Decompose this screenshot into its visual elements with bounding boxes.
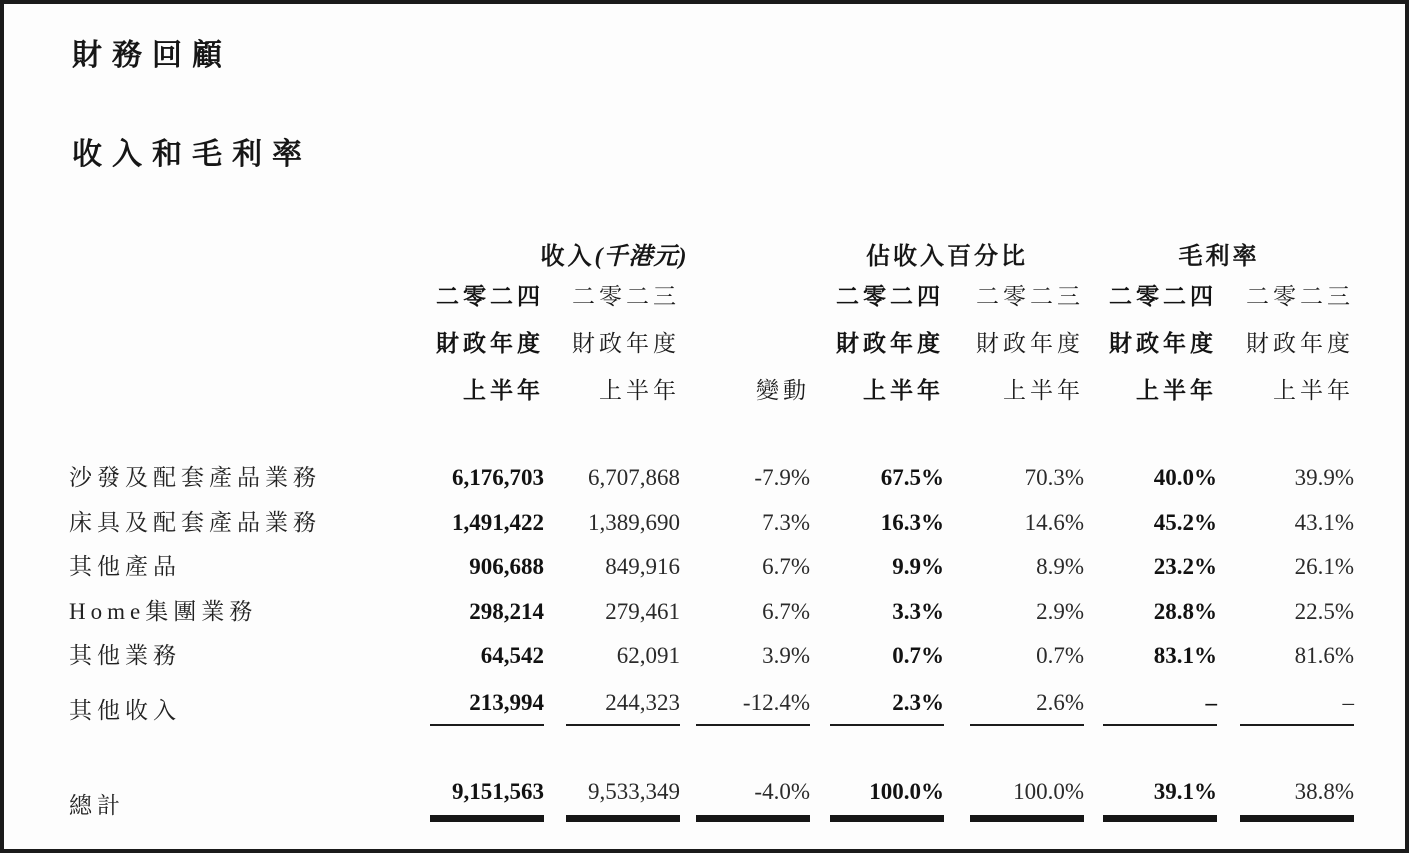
cell-share-2024: 67.5% bbox=[880, 465, 944, 490]
cell-share-2023: 70.3% bbox=[1024, 465, 1084, 490]
cell-share-2023: 8.9% bbox=[1036, 554, 1084, 579]
row-label: 其他業務 bbox=[69, 643, 181, 668]
cell-share-2023: 2.9% bbox=[1036, 598, 1084, 624]
cell-revenue-2023: 279,461 bbox=[605, 598, 680, 624]
total-change: -4.0% bbox=[680, 776, 810, 822]
cell-share-2024: 0.7% bbox=[892, 643, 944, 668]
cell-revenue-2023: 6,707,868 bbox=[588, 465, 680, 490]
table-row-other-products bbox=[69, 545, 1405, 590]
cell-revenue-2023: 244,323 bbox=[544, 688, 680, 726]
double-rule bbox=[1240, 815, 1354, 822]
cell-share-2024: 16.3% bbox=[880, 509, 944, 535]
header-fy2024-share: 二零二四 財政年度 上半年 bbox=[836, 284, 944, 403]
cell-margin-2023: 26.1% bbox=[1294, 554, 1354, 579]
double-rule bbox=[970, 815, 1084, 822]
cell-margin-2023: 39.9% bbox=[1294, 465, 1354, 490]
column-group-revenue bbox=[486, 236, 742, 271]
double-rule bbox=[430, 815, 544, 822]
cell-margin-2023: – bbox=[1217, 688, 1354, 726]
table-row-total bbox=[69, 776, 1405, 822]
cell-revenue-2023: 62,091 bbox=[616, 643, 680, 668]
table-row-other-income bbox=[69, 679, 1405, 726]
revenue-margin-table bbox=[69, 225, 1405, 822]
cell-margin-2023: 43.1% bbox=[1294, 509, 1354, 535]
table-row-home-group bbox=[69, 590, 1405, 635]
cell-change: -12.4% bbox=[680, 688, 810, 726]
page-title: 財務回顧 bbox=[72, 39, 232, 72]
double-rule bbox=[696, 815, 810, 822]
cell-change: 3.9% bbox=[762, 643, 810, 668]
row-label: Home集團業務 bbox=[69, 598, 258, 624]
table-row-other-business bbox=[69, 634, 1405, 679]
header-change: 變動 bbox=[756, 378, 810, 403]
header-fy2023-share: 二零二三 財政年度 上半年 bbox=[976, 284, 1084, 403]
cell-revenue-2024: 6,176,703 bbox=[452, 465, 544, 490]
cell-change: -7.9% bbox=[754, 465, 810, 490]
cell-change: 6.7% bbox=[762, 598, 810, 624]
cell-revenue-2023: 849,916 bbox=[605, 554, 680, 579]
column-group-gross-margin: 毛利率 bbox=[1178, 244, 1260, 270]
cell-change: 7.3% bbox=[762, 509, 810, 535]
total-label: 總計 bbox=[69, 792, 125, 818]
column-group-share-of-revenue: 佔收入百分比 bbox=[866, 244, 1028, 270]
total-revenue-2024: 9,151,563 bbox=[424, 776, 544, 822]
cell-share-2024: 2.3% bbox=[810, 688, 944, 726]
revenue-group-label: 收入 bbox=[540, 244, 595, 270]
header-fy2023-revenue: 二零二三 財政年度 上半年 bbox=[572, 284, 680, 403]
row-label: 床具及配套產品業務 bbox=[69, 509, 321, 535]
cell-margin-2023: 81.6% bbox=[1294, 643, 1354, 668]
header-fy2024-margin: 二零二四 財政年度 上半年 bbox=[1109, 284, 1217, 403]
table-column-header-row bbox=[69, 273, 1405, 414]
cell-share-2023: 0.7% bbox=[1036, 643, 1084, 668]
row-label: 沙發及配套產品業務 bbox=[69, 465, 321, 490]
cell-revenue-2024: 298,214 bbox=[469, 598, 544, 624]
double-rule bbox=[566, 815, 680, 822]
cell-margin-2024: 45.2% bbox=[1153, 509, 1217, 535]
cell-revenue-2024: 906,688 bbox=[469, 554, 544, 579]
cell-share-2023: 14.6% bbox=[1024, 509, 1084, 535]
table-row-sofa bbox=[69, 456, 1405, 501]
cell-margin-2024: 40.0% bbox=[1153, 465, 1217, 490]
cell-revenue-2023: 1,389,690 bbox=[588, 509, 680, 535]
cell-share-2024: 3.3% bbox=[892, 598, 944, 624]
cell-revenue-2024: 213,994 bbox=[424, 688, 544, 726]
revenue-group-unit: (千港元) bbox=[594, 244, 688, 270]
header-fy2023-margin: 二零二三 財政年度 上半年 bbox=[1246, 284, 1354, 403]
double-rule bbox=[830, 815, 944, 822]
cell-share-2024: 9.9% bbox=[892, 554, 944, 579]
cell-margin-2023: 22.5% bbox=[1294, 598, 1354, 624]
row-label: 其他收入 bbox=[69, 697, 181, 723]
section-title: 收入和毛利率 bbox=[72, 138, 312, 171]
cell-revenue-2024: 1,491,422 bbox=[452, 509, 544, 535]
total-share-2023: 100.0% bbox=[944, 776, 1084, 822]
cell-margin-2024: 23.2% bbox=[1153, 554, 1217, 579]
total-margin-2024: 39.1% bbox=[1084, 776, 1217, 822]
cell-margin-2024: 28.8% bbox=[1153, 598, 1217, 624]
cell-change: 6.7% bbox=[762, 554, 810, 579]
cell-share-2023: 2.6% bbox=[944, 688, 1084, 726]
total-margin-2023: 38.8% bbox=[1217, 776, 1354, 822]
total-share-2024: 100.0% bbox=[810, 776, 944, 822]
table-row-bedding bbox=[69, 501, 1405, 546]
cell-revenue-2024: 64,542 bbox=[480, 643, 544, 668]
total-revenue-2023: 9,533,349 bbox=[544, 776, 680, 822]
cell-margin-2024: – bbox=[1084, 688, 1217, 726]
double-rule bbox=[1103, 815, 1217, 822]
header-fy2024-revenue: 二零二四 財政年度 上半年 bbox=[436, 284, 544, 403]
cell-margin-2024: 83.1% bbox=[1153, 643, 1217, 668]
row-label: 其他產品 bbox=[69, 554, 181, 579]
table-group-header-row bbox=[69, 225, 1405, 271]
